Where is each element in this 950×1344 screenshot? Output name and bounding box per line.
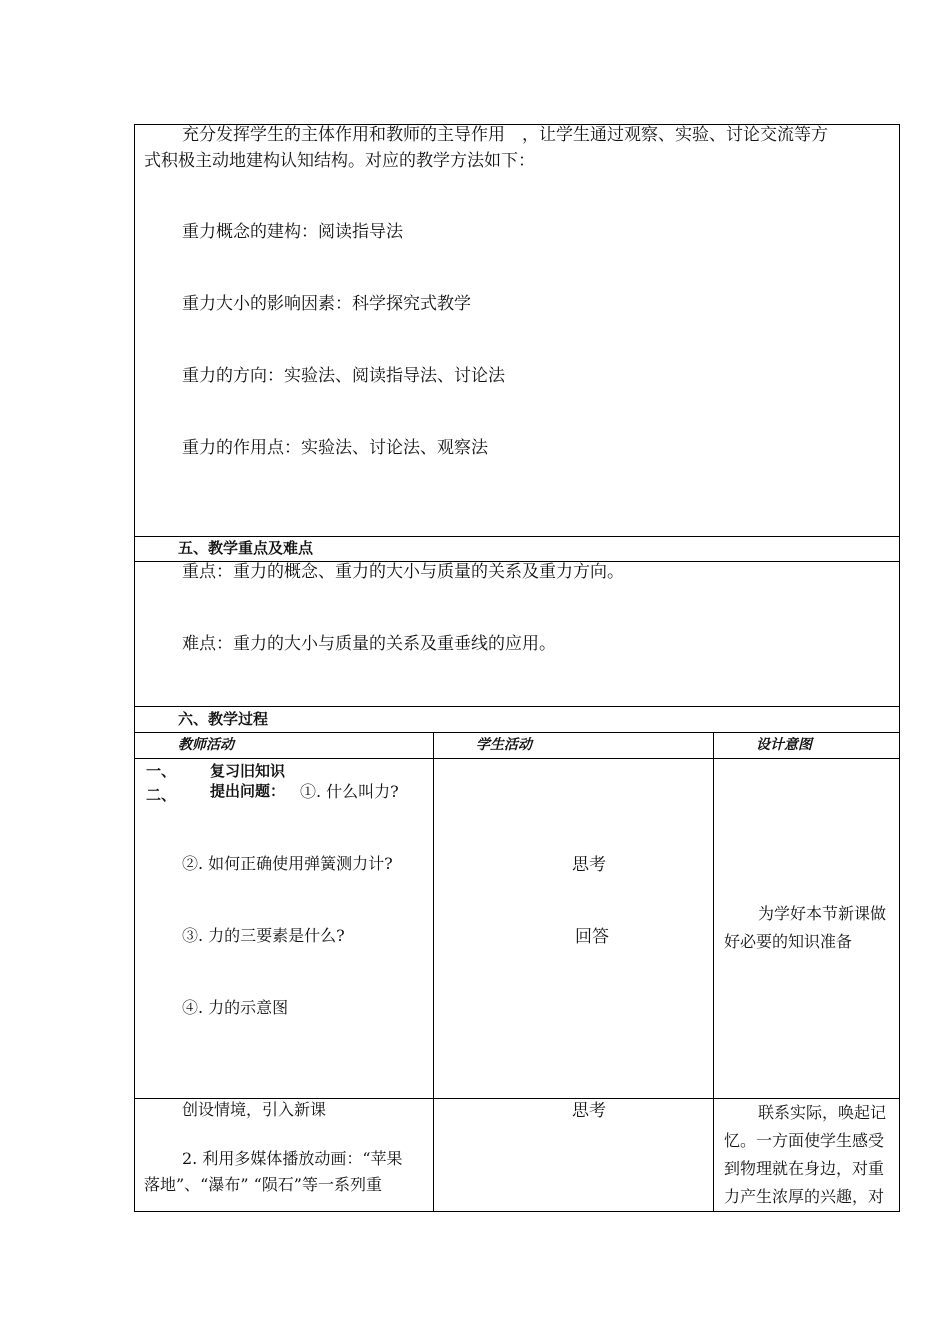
design-intent: 好必要的知识准备 [724,932,853,951]
intro-line-2: 式积极主动地建构认知结构。对应的教学方法如下： [144,151,535,171]
column-header: 学生活动 [476,737,532,753]
teacher-activity: 创设情境，引入新课 [182,1100,327,1119]
column-divider [433,732,434,1212]
design-intent: 到物理就在身边，对重 [724,1159,885,1178]
section-heading: 五、教学重点及难点 [178,539,314,557]
section-heading: 六、教学过程 [178,710,269,728]
key-point: 重点：重力的概念、重力的大小与质量的关系及重力方向。 [182,562,624,582]
method-item: 重力大小的影响因素：科学探究式教学 [182,294,471,314]
student-activity: 思考 [572,855,606,875]
teacher-activity: 落地”、“瀑布” “陨石”等一系列重 [144,1175,382,1194]
design-intent: 忆。一方面使学生感受 [724,1131,885,1150]
method-item: 重力的方向：实验法、阅读指导法、讨论法 [182,366,505,386]
design-intent: 联系实际，唤起记 [758,1103,887,1122]
student-activity: 回答 [575,927,609,947]
list-number: 二、 [146,786,177,804]
question: ④. 力的示意图 [182,998,289,1017]
item-title: 提出问题： [210,782,286,800]
design-intent: 为学好本节新课做 [758,904,887,923]
method-item: 重力概念的建构：阅读指导法 [182,222,403,242]
method-item: 重力的作用点：实验法、讨论法、观察法 [182,438,488,458]
intro-line-1: 充分发挥学生的主体作用和教师的主导作用 ，让学生通过观察、实验、讨论交流等方 [182,125,828,145]
table-frame [134,124,900,1212]
list-number: 一、 [146,762,177,780]
question: ③. 力的三要素是什么? [182,926,345,945]
design-intent: 力产生浓厚的兴趣，对 [724,1187,885,1206]
question: ②. 如何正确使用弹簧测力计? [182,854,393,873]
teacher-activity: 2. 利用多媒体播放动画：“苹果 [182,1149,403,1168]
student-activity: 思考 [572,1101,606,1121]
column-header: 设计意图 [756,737,812,753]
column-divider [713,732,714,1212]
item-title: 复习旧知识 [210,762,286,780]
column-header: 教师活动 [178,737,234,753]
question: ①. 什么叫力? [300,782,399,801]
difficulty: 难点：重力的大小与质量的关系及重垂线的应用。 [182,634,556,654]
